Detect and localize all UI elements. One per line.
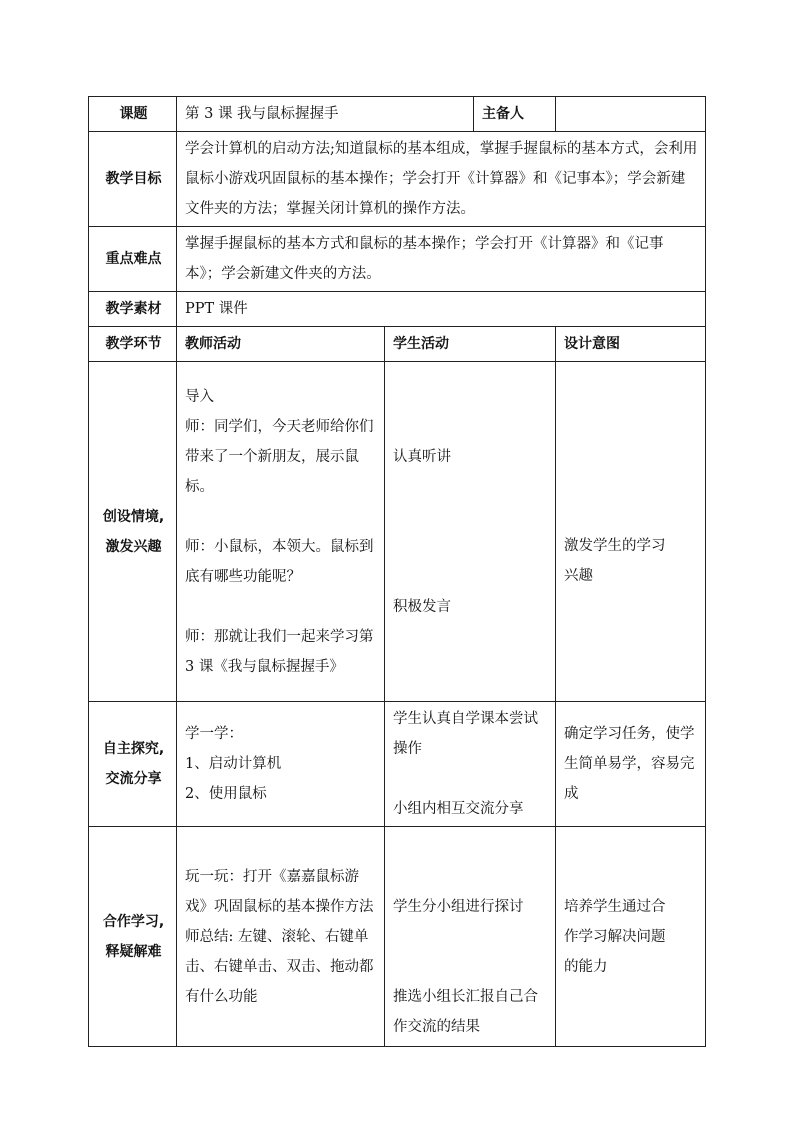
stage2-intent: 确定学习任务，使学生简单易学，容易完成 — [556, 702, 706, 827]
stage2-student-line: 学生认真自学课本尝试操作 — [393, 711, 538, 757]
objectives-row — [89, 132, 706, 227]
stage1-student-line: 认真听讲 — [393, 448, 451, 465]
stage2-teacher — [177, 702, 385, 827]
key-points-row — [89, 227, 706, 292]
stage2-student-line: 小组内相互交流分享 — [393, 801, 524, 817]
stage1-label-line1: 创设情境, — [102, 508, 165, 525]
title-value: 第 3 课 我与鼠标握握手 — [177, 97, 474, 132]
header-stage: 教学环节 — [89, 327, 177, 362]
stage2-teacher-line: 2、使用鼠标 — [185, 786, 267, 802]
key-points-text: 掌握手握鼠标的基本方式和鼠标的基本操作；学会打开《计算器》和《记事本》；学会新建文件夹的方法。 — [177, 227, 706, 292]
stage1-student-line: 积极发言 — [393, 598, 451, 615]
stage3-student-line: 学生分小组进行探讨 — [393, 898, 524, 915]
header-intent: 设计意图 — [556, 327, 706, 362]
header-row — [89, 327, 706, 362]
title-label: 课题 — [89, 97, 177, 132]
stage2-student — [385, 702, 556, 827]
stage3-intent — [556, 827, 706, 1047]
stage2-teacher-line: 学一学： — [185, 726, 243, 742]
stage1-teacher-line: 师：小鼠标，本领大。鼠标到底有哪些功能呢？ — [185, 538, 374, 585]
header-teacher: 教师活动 — [177, 327, 385, 362]
stage1-row — [89, 362, 706, 702]
stage3-row — [89, 827, 706, 1047]
materials-label: 教学素材 — [89, 292, 177, 327]
key-points-label: 重点难点 — [89, 227, 177, 292]
stage3-teacher — [177, 827, 385, 1047]
stage2-label-line2: 交流分享 — [105, 771, 162, 787]
stage3-teacher-line: 玩一玩：打开《嘉嘉鼠标游戏》巩固鼠标的基本操作方法 — [185, 868, 374, 915]
stage3-label-line1: 合作学习, — [102, 913, 165, 930]
stage1-intent — [556, 362, 706, 702]
objectives-label: 教学目标 — [89, 132, 177, 227]
header-student: 学生活动 — [385, 327, 556, 362]
stage3-student-line: 推选小组长汇报自己合作交流的结果 — [393, 988, 538, 1035]
stage1-teacher-line: 师：同学们，今天老师给你们带来了一个新朋友，展示鼠标。 — [185, 418, 374, 495]
stage3-label — [89, 827, 177, 1047]
stage3-student — [385, 827, 556, 1047]
materials-text: PPT 课件 — [177, 292, 706, 327]
title-row — [89, 97, 706, 132]
stage1-label-line2: 激发兴趣 — [105, 538, 162, 555]
stage2-label-line1: 自主探究, — [102, 741, 165, 757]
stage3-teacher-line: 师总结: 左键、滚轮、右键单击、右键单击、双击、拖动都有什么功能 — [185, 928, 374, 1005]
materials-row — [89, 292, 706, 327]
stage3-intent-text: 培养学生通过合作学习解决问题的能力 — [564, 898, 666, 975]
stage1-teacher — [177, 362, 385, 702]
stage1-intent-text: 激发学生的学习兴趣 — [564, 537, 666, 584]
stage1-label — [89, 362, 177, 702]
lesson-plan-table — [88, 96, 706, 1047]
stage2-teacher-line: 1、启动计算机 — [185, 756, 282, 772]
stage1-teacher-line: 师：那就让我们一起来学习第 3 课《我与鼠标握握手》 — [185, 628, 374, 675]
stage2-row — [89, 702, 706, 827]
preparer-label: 主备人 — [474, 97, 556, 132]
objectives-text: 学会计算机的启动方法;知道鼠标的基本组成，掌握手握鼠标的基本方式，会利用鼠标小游戏巩固鼠标的基本操作；学会打开《计算器》和《记事本》；学会新建文件夹的方法；掌握关闭计算机的操作方法。 — [177, 132, 706, 227]
stage3-label-line2: 释疑解难 — [105, 943, 162, 960]
preparer-value — [556, 97, 706, 132]
stage1-teacher-line: 导入 — [185, 388, 214, 405]
stage2-label — [89, 702, 177, 827]
stage1-student — [385, 362, 556, 702]
